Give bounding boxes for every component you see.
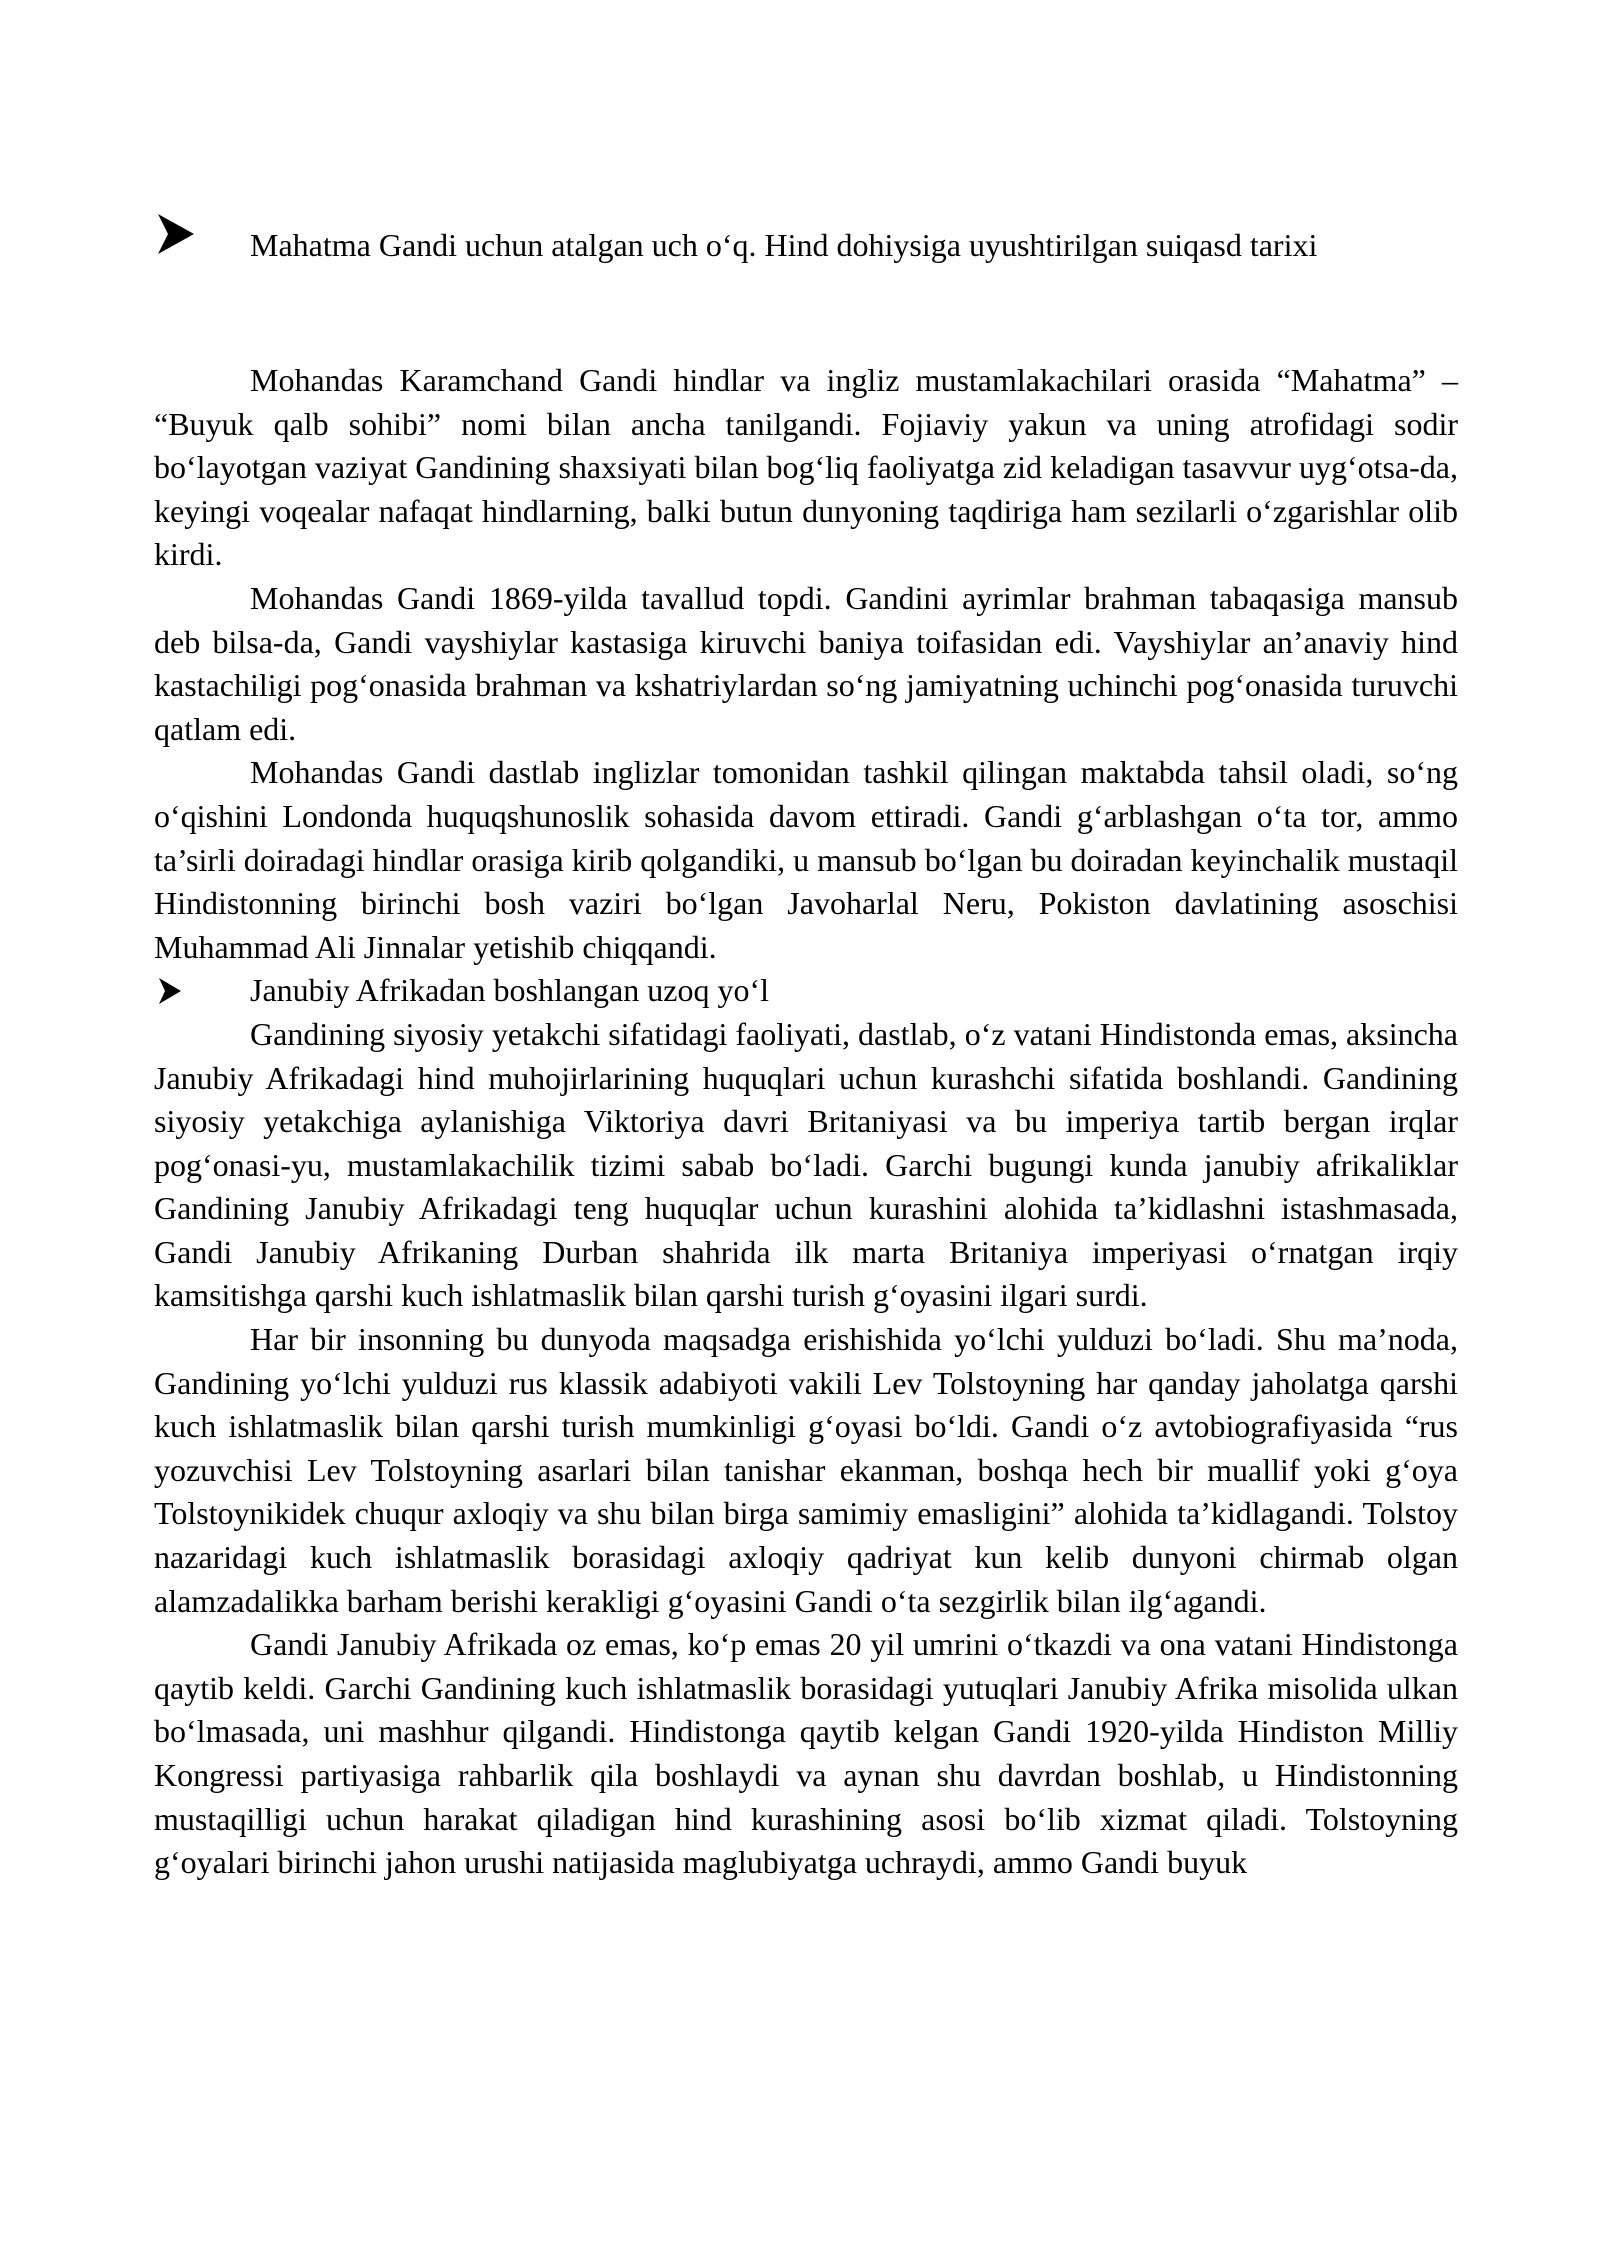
paragraph-5: Har bir insonning bu dunyoda maqsadga erishishida yo‘lchi yulduzi bo‘ladi. Shu ma’noda, Gandining yo‘lchi yulduzi rus klassik adabiyoti vakili Lev Tolstoyning har qanday jaholatga qarshi kuch ishlatmaslik bilan qarshi turish mumkinligi g‘oyasi bo‘ldi. Gandi o‘z avtobiografiyasida “rus yozuvchisi Lev Tolstoyning asarlari bilan tanishar ekanman, boshqa hech bir muallif yoki g‘oya Tolstoynikidek chuqur axloqiy va shu bilan birga samimiy emasligini” alohida ta’kidlagandi. Tolstoy nazaridagi kuch ishlatmaslik borasidagi axloqiy qadriyat kun kelib dunyoni chirmab olgan alamzadalikka barham berishi kerakligi g‘oyasini Gandi o‘ta sezgirlik bilan ilg‘agandi. bbox=[154, 1321, 1458, 1619]
heading-title: Mahatma Gandi uchun atalgan uch o‘q. Hind dohiysiga uyushtirilgan suiqasd tarixi bbox=[250, 227, 1318, 263]
paragraph-6: Gandi Janubiy Afrikada oz emas, ko‘p emas 20 yil umrini o‘tkazdi va ona vatani Hindistonga qaytib keldi. Garchi Gandining kuch ishlatmaslik borasidagi yutuqlari Janubiy Afrika misolida ulkan bo‘lmasada, uni mashhur qilgandi. Hindistonga qaytib kelgan Gandi 1920-yilda Hindiston Milliy Kongressi partiyasiga rahbarlik qila boshlaydi va aynan shu davrdan boshlab, u Hindistonning mustaqilligi uchun harakat qiladigan hind kurashining asosi bo‘lib xizmat qiladi. Tolstoyning g‘oyalari birinchi jahon urushi natijasida maglubiyatga uchraydi, ammo Gandi buyuk bbox=[154, 1626, 1458, 1881]
section-heading-2 bbox=[154, 969, 1458, 1013]
section-heading-1 bbox=[154, 210, 1458, 280]
paragraph-4: Gandining siyosiy yetakchi sifatidagi faoliyati, dastlab, o‘z vatani Hindistonda emas, aksincha Janubiy Afrikadagi hind muhojirlarining huquqlari uchun kurashchi sifatida boshlandi. Gandining siyosiy yetakchiga aylanishiga Viktoriya davri Britaniyasi va bu imperiya tartib bergan irqlar pog‘onasi-yu, mustamlakachilik tizimi sabab bo‘ladi. Garchi bugungi kunda janubiy afrikaliklar Gandining Janubiy Afrikadagi teng huquqlar uchun kurashini alohida ta’kidlashni istashmasada, Gandi Janubiy Afrikaning Durban shahrida ilk marta Britaniya imperiyasi o‘rnatgan irqiy kamsitishga qarshi kuch ishlatmaslik bilan qarshi turish g‘oyasini ilgari surdi. bbox=[154, 1015, 1458, 1314]
paragraph-3: Mohandas Gandi dastlab inglizlar tomonidan tashkil qilingan maktabda tahsil oladi, so‘ng o‘qishini Londonda huquqshunoslik sohasida davom ettiradi. Gandi g‘arblashgan o‘ta tor, ammo ta’sirli doiradagi hindlar orasiga kirib qolgandiki, u mansub bo‘lgan bu doiradan keyinchalik mustaqil Hindistonning birinchi bosh vaziri bo‘lgan Javoharlal Neru, Pokiston davlatining asoschisi Muhammad Ali Jinnalar yetishib chiqqandi. bbox=[154, 754, 1458, 965]
paragraph-2: Mohandas Gandi 1869-yilda tavallud topdi. Gandini ayrimlar brahman tabaqasiga mansub deb bilsa-da, Gandi vayshiylar kastasiga kiruvchi baniya toifasidan edi. Vayshiylar an’anaviy hind kastachiligi pog‘onasida brahman va kshatriylardan so‘ng jamiyatning uchinchi pog‘onasida turuvchi qatlam edi. bbox=[154, 579, 1458, 747]
heading-2-text: Janubiy Afrikadan boshlangan uzoq yo‘l bbox=[250, 972, 769, 1009]
arrowhead-bullet-icon bbox=[156, 212, 196, 256]
paragraph-1: Mohandas Karamchand Gandi hindlar va ingliz mustamlakachilari orasida “Mahatma” – “Buyuk qalb sohibi” nomi bilan ancha tanilgandi. Fojiaviy yakun va uning atrofidagi sodir bo‘layotgan vaziyat Gandining shaxsiyati bilan bog‘liq faoliyatga zid keladigan tasavvur uyg‘otsa-da, keyingi voqealar nafaqat hindlarning, balki butun dunyoning taqdiriga ham sezilarli o‘zgarishlar olib kirdi. bbox=[154, 362, 1458, 573]
document-body bbox=[154, 359, 1458, 1885]
arrowhead-bullet-icon bbox=[158, 977, 182, 1005]
